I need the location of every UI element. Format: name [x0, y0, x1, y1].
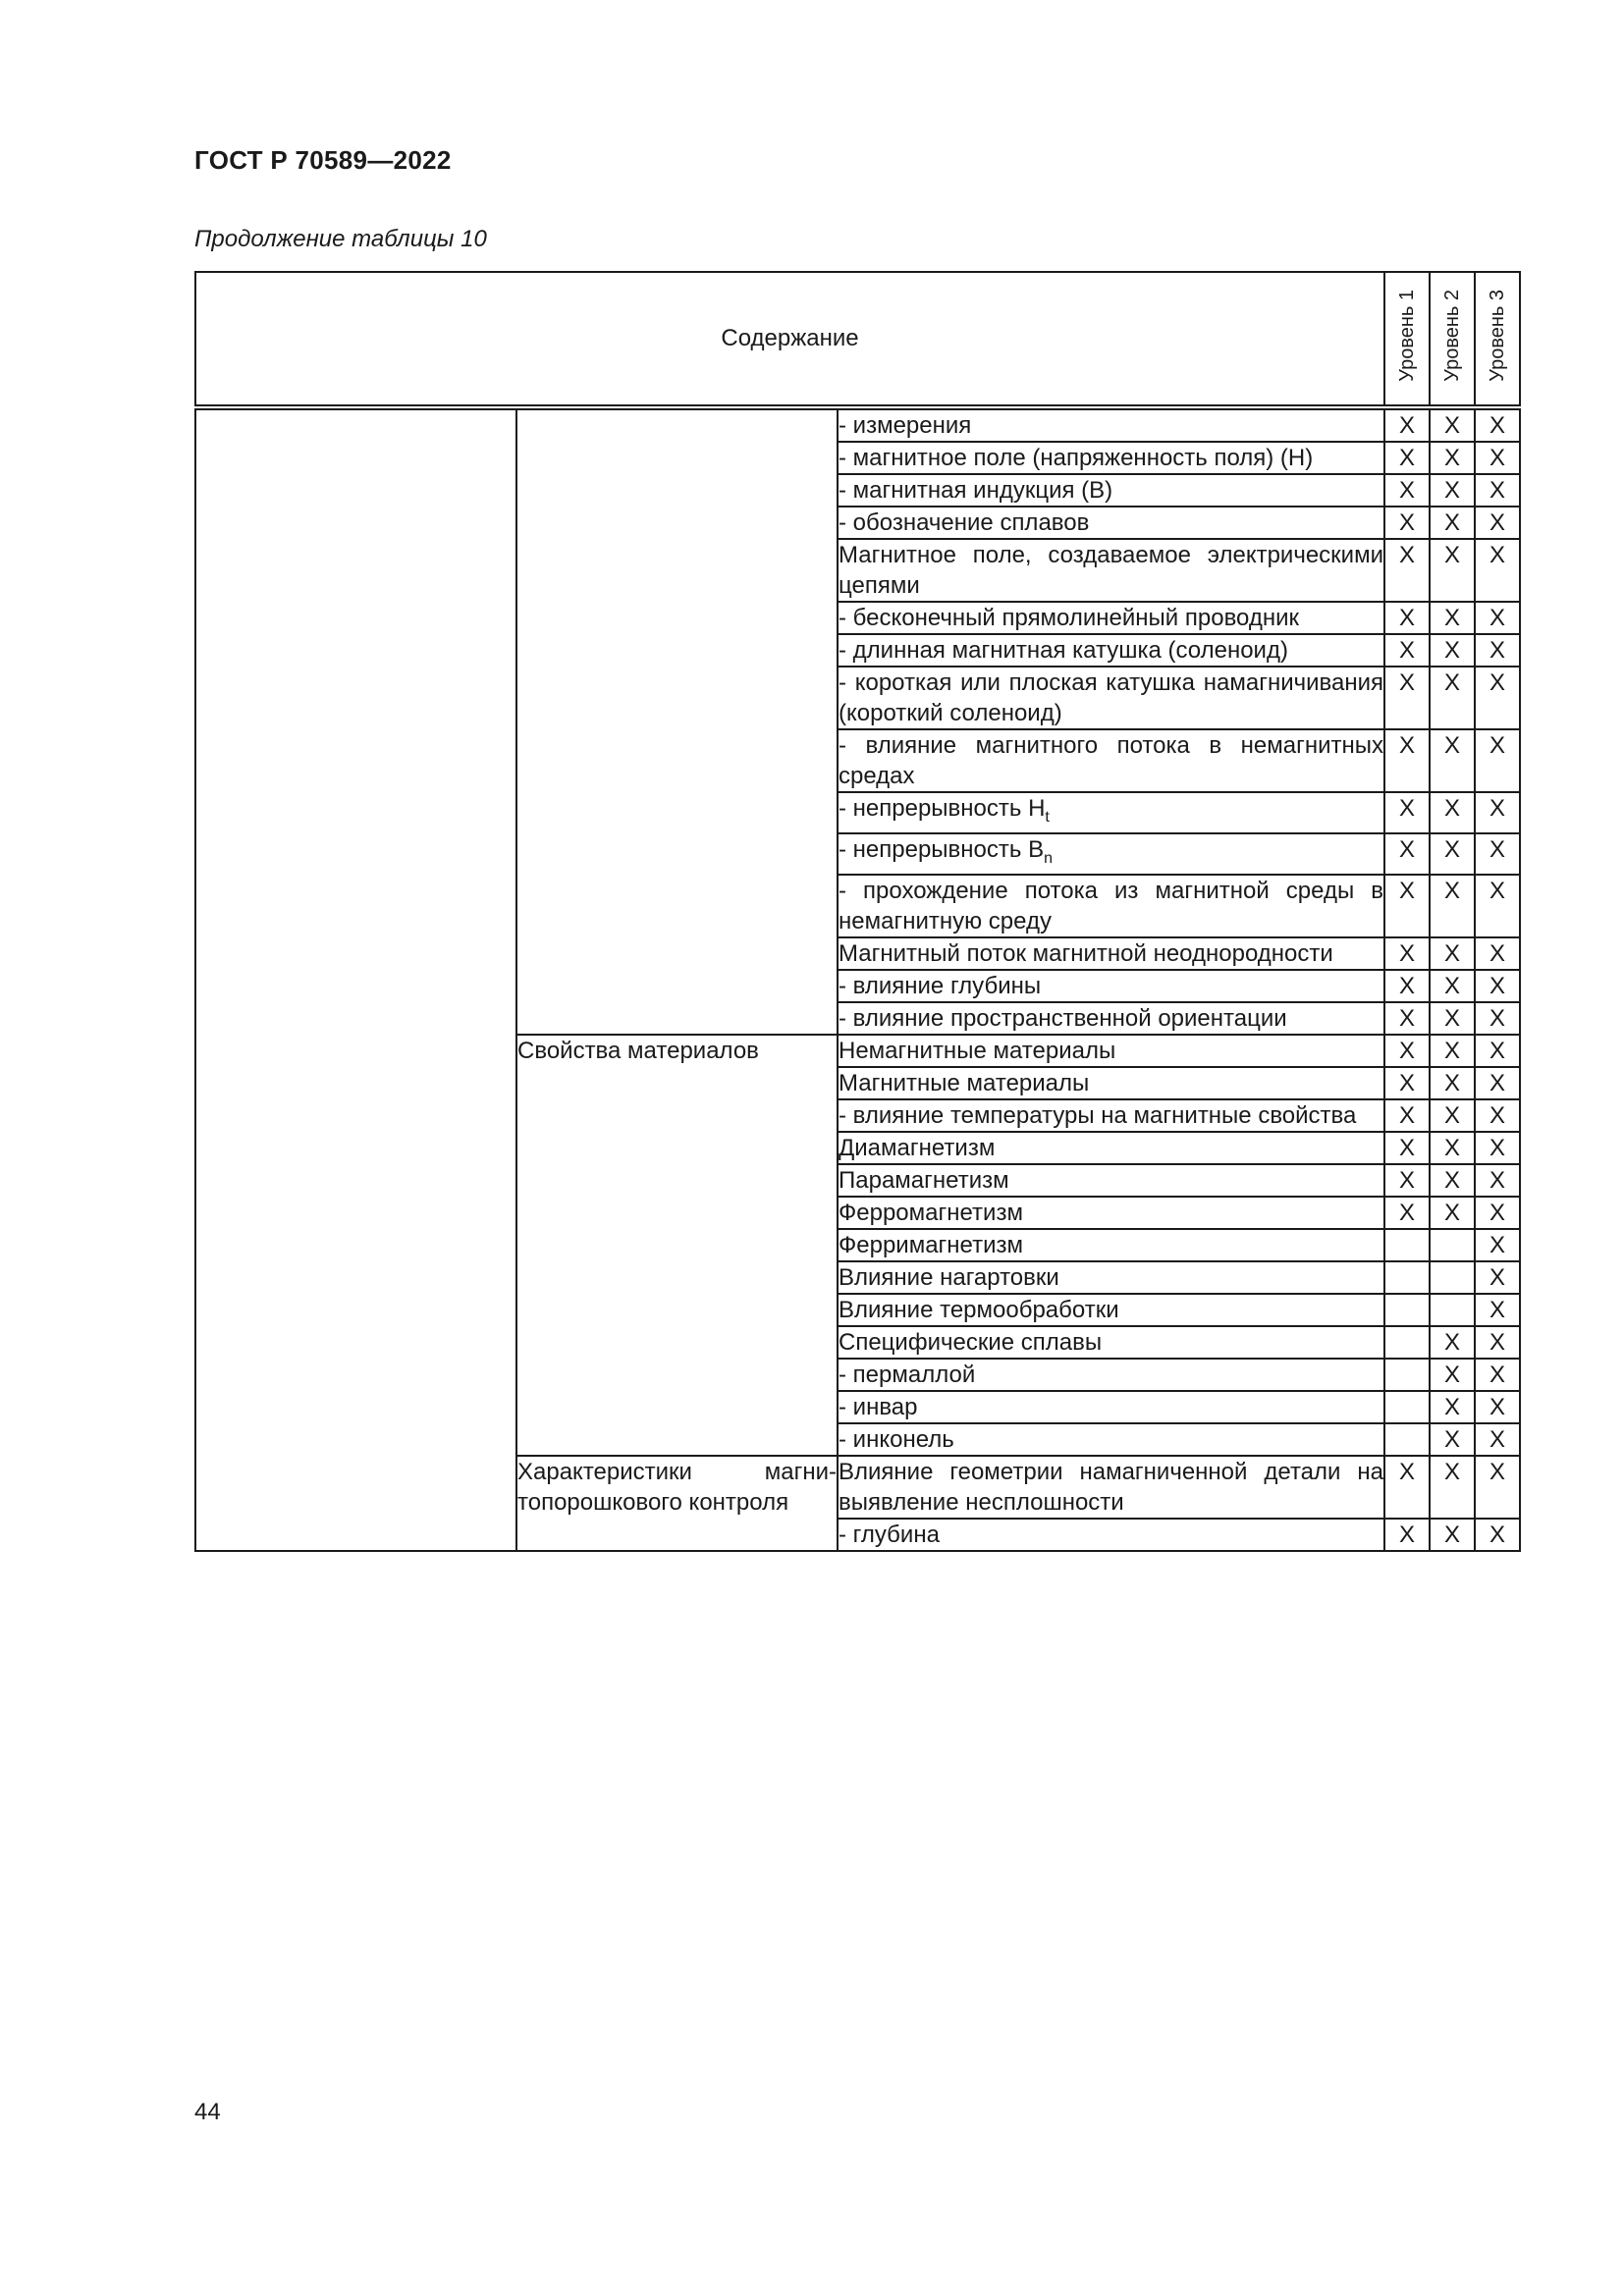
level-1-mark: X	[1384, 833, 1430, 875]
level-2-mark: X	[1430, 407, 1475, 442]
level-2-mark: X	[1430, 1132, 1475, 1164]
header-level-1: Уровень 1	[1384, 272, 1430, 407]
level-1-mark	[1384, 1261, 1430, 1294]
level-1-mark: X	[1384, 1197, 1430, 1229]
row-content-text: Магнитные материалы	[839, 1070, 1090, 1096]
row-content	[838, 937, 1384, 970]
row-content-subscript: t	[1045, 809, 1050, 826]
row-content	[838, 539, 1384, 602]
level-1-mark	[1384, 1294, 1430, 1326]
level-3-mark: X	[1475, 1359, 1520, 1391]
row-content	[838, 667, 1384, 729]
row-content-text: - магнитная индукция (B)	[839, 477, 1113, 504]
level-3-mark: X	[1475, 1035, 1520, 1067]
page-number: 44	[194, 2099, 221, 2125]
row-content-text: Диамагнетизм	[839, 1135, 996, 1161]
row-content-text: - бесконечный прямолинейный проводник	[839, 605, 1300, 631]
level-2-mark: X	[1430, 1067, 1475, 1099]
level-2-mark: X	[1430, 1164, 1475, 1197]
level-1-mark	[1384, 1229, 1430, 1261]
row-content	[838, 1035, 1384, 1067]
row-content	[838, 1261, 1384, 1294]
level-1-mark: X	[1384, 474, 1430, 507]
level-3-mark: X	[1475, 442, 1520, 474]
requirements-table	[194, 271, 1521, 1552]
group-cell-mpi-characteristics: Характеристики магнитопорошкового контроля	[516, 1456, 838, 1551]
row-content	[838, 792, 1384, 833]
level-1-mark: X	[1384, 792, 1430, 833]
document-title: ГОСТ Р 70589—2022	[194, 145, 452, 175]
row-content-text: - прохождение потока из магнитной среды в немагнитную среду	[839, 878, 1383, 934]
level-3-mark: X	[1475, 875, 1520, 937]
header-content: Содержание	[195, 272, 1384, 407]
level-2-mark: X	[1430, 442, 1475, 474]
row-content-text: Магнитный поток магнитной неоднородности	[839, 940, 1333, 967]
level-1-mark: X	[1384, 507, 1430, 539]
level-2-mark	[1430, 1261, 1475, 1294]
level-2-mark: X	[1430, 1326, 1475, 1359]
level-2-mark: X	[1430, 1035, 1475, 1067]
level-3-mark: X	[1475, 1132, 1520, 1164]
level-3-mark: X	[1475, 1391, 1520, 1423]
row-content	[838, 1294, 1384, 1326]
row-content	[838, 634, 1384, 667]
level-3-mark: X	[1475, 1326, 1520, 1359]
level-3-mark: X	[1475, 1002, 1520, 1035]
row-content-text: - инвар	[839, 1394, 918, 1420]
level-1-mark: X	[1384, 1099, 1430, 1132]
level-2-mark: X	[1430, 1099, 1475, 1132]
level-3-mark: X	[1475, 539, 1520, 602]
level-1-mark: X	[1384, 1164, 1430, 1197]
level-3-mark: X	[1475, 792, 1520, 833]
level-3-mark: X	[1475, 667, 1520, 729]
level-1-mark: X	[1384, 1067, 1430, 1099]
level-2-mark: X	[1430, 667, 1475, 729]
row-content-text: - пермаллой	[839, 1362, 976, 1388]
level-3-mark: X	[1475, 1197, 1520, 1229]
row-content-subscript: n	[1044, 850, 1053, 867]
level-1-mark	[1384, 1359, 1430, 1391]
level-2-mark: X	[1430, 1391, 1475, 1423]
row-content	[838, 833, 1384, 875]
level-2-mark: X	[1430, 1423, 1475, 1456]
row-content-text: - влияние пространственной ориентации	[839, 1005, 1287, 1032]
table-header-row	[195, 272, 1520, 407]
row-content	[838, 970, 1384, 1002]
row-content-text: - инконель	[839, 1426, 954, 1453]
row-content	[838, 1229, 1384, 1261]
row-content-text: Влияние термообработки	[839, 1297, 1119, 1323]
row-content-text: Специфические сплавы	[839, 1329, 1103, 1356]
row-content-text: - магнитное поле (напряженность поля) (H)	[839, 445, 1314, 471]
row-content	[838, 474, 1384, 507]
row-content	[838, 407, 1384, 442]
row-content	[838, 729, 1384, 792]
row-content	[838, 1423, 1384, 1456]
level-3-mark: X	[1475, 634, 1520, 667]
level-2-mark: X	[1430, 970, 1475, 1002]
row-content-text: Ферромагнетизм	[839, 1200, 1023, 1226]
level-1-mark: X	[1384, 1132, 1430, 1164]
row-content-text: Немагнитные материалы	[839, 1038, 1116, 1064]
row-content	[838, 1197, 1384, 1229]
row-content	[838, 875, 1384, 937]
level-3-mark: X	[1475, 1164, 1520, 1197]
row-content	[838, 1519, 1384, 1551]
level-3-mark: X	[1475, 833, 1520, 875]
row-content	[838, 1099, 1384, 1132]
level-2-mark: X	[1430, 1519, 1475, 1551]
row-content	[838, 602, 1384, 634]
group-cell-1	[516, 407, 838, 1035]
level-2-mark: X	[1430, 1197, 1475, 1229]
level-3-mark: X	[1475, 729, 1520, 792]
level-2-mark	[1430, 1229, 1475, 1261]
row-content	[838, 1002, 1384, 1035]
level-2-mark: X	[1430, 507, 1475, 539]
level-3-mark: X	[1475, 507, 1520, 539]
level-2-mark: X	[1430, 539, 1475, 602]
row-content	[838, 1359, 1384, 1391]
level-1-mark: X	[1384, 1035, 1430, 1067]
level-3-mark: X	[1475, 1067, 1520, 1099]
level-2-mark: X	[1430, 602, 1475, 634]
level-1-mark: X	[1384, 442, 1430, 474]
level-1-mark: X	[1384, 937, 1430, 970]
row-content	[838, 1391, 1384, 1423]
row-content	[838, 1067, 1384, 1099]
header-level-3: Уровень 3	[1475, 272, 1520, 407]
row-content-text: - длинная магнитная катушка (соленоид)	[839, 637, 1288, 664]
level-2-mark: X	[1430, 937, 1475, 970]
level-2-mark: X	[1430, 875, 1475, 937]
row-content	[838, 507, 1384, 539]
level-1-mark	[1384, 1391, 1430, 1423]
row-content	[838, 1164, 1384, 1197]
level-1-mark	[1384, 1326, 1430, 1359]
level-2-mark: X	[1430, 634, 1475, 667]
level-2-mark: X	[1430, 833, 1475, 875]
row-content-text: - непрерывность B	[839, 836, 1045, 863]
level-1-mark: X	[1384, 634, 1430, 667]
level-3-mark: X	[1475, 1456, 1520, 1519]
section-cell	[195, 407, 516, 1551]
row-content-text: - измерения	[839, 412, 972, 439]
level-3-mark: X	[1475, 1294, 1520, 1326]
row-content	[838, 1456, 1384, 1519]
level-3-mark: X	[1475, 970, 1520, 1002]
row-content	[838, 442, 1384, 474]
level-3-mark: X	[1475, 407, 1520, 442]
row-content-text: Парамагнетизм	[839, 1167, 1009, 1194]
row-content-text: - глубина	[839, 1522, 940, 1548]
row-content-text: Ферримагнетизм	[839, 1232, 1024, 1258]
level-1-mark	[1384, 1423, 1430, 1456]
level-3-mark: X	[1475, 1229, 1520, 1261]
level-1-mark: X	[1384, 1456, 1430, 1519]
row-content-text: - влияние глубины	[839, 973, 1042, 999]
level-1-mark: X	[1384, 667, 1430, 729]
level-1-mark: X	[1384, 1002, 1430, 1035]
level-1-mark: X	[1384, 970, 1430, 1002]
level-3-mark: X	[1475, 1423, 1520, 1456]
table-body	[195, 407, 1520, 1551]
level-2-mark: X	[1430, 1359, 1475, 1391]
level-2-mark	[1430, 1294, 1475, 1326]
level-2-mark: X	[1430, 1002, 1475, 1035]
table-continuation-label: Продолжение таблицы 10	[194, 226, 487, 252]
level-3-mark: X	[1475, 1261, 1520, 1294]
level-2-mark: X	[1430, 792, 1475, 833]
level-1-mark: X	[1384, 1519, 1430, 1551]
level-1-mark: X	[1384, 602, 1430, 634]
row-content-text: Влияние геометрии намагниченной детали на выявление несплошности	[839, 1459, 1383, 1516]
level-3-mark: X	[1475, 937, 1520, 970]
row-content	[838, 1132, 1384, 1164]
row-content-text: Влияние нагартовки	[839, 1264, 1059, 1291]
table-row	[195, 407, 1520, 442]
level-2-mark: X	[1430, 729, 1475, 792]
level-2-mark: X	[1430, 1456, 1475, 1519]
row-content-text: Магнитное поле, создаваемое электрическими цепями	[839, 542, 1383, 599]
level-3-mark: X	[1475, 474, 1520, 507]
header-level-2: Уровень 2	[1430, 272, 1475, 407]
level-3-mark: X	[1475, 1519, 1520, 1551]
level-1-mark: X	[1384, 875, 1430, 937]
level-1-mark: X	[1384, 729, 1430, 792]
level-1-mark: X	[1384, 407, 1430, 442]
row-content-text: - обозначение сплавов	[839, 509, 1090, 536]
row-content-text: - короткая или плоская катушка намагничивания (короткий соленоид)	[839, 669, 1383, 726]
row-content-text: - влияние магнитного потока в немагнитных средах	[839, 732, 1383, 789]
level-2-mark: X	[1430, 474, 1475, 507]
row-content-text: - влияние температуры на магнитные свойства	[839, 1102, 1357, 1129]
row-content	[838, 1326, 1384, 1359]
level-3-mark: X	[1475, 602, 1520, 634]
row-content-text: - непрерывность H	[839, 795, 1046, 822]
level-3-mark: X	[1475, 1099, 1520, 1132]
group-cell-materials: Свойства материалов	[516, 1035, 838, 1456]
level-1-mark: X	[1384, 539, 1430, 602]
